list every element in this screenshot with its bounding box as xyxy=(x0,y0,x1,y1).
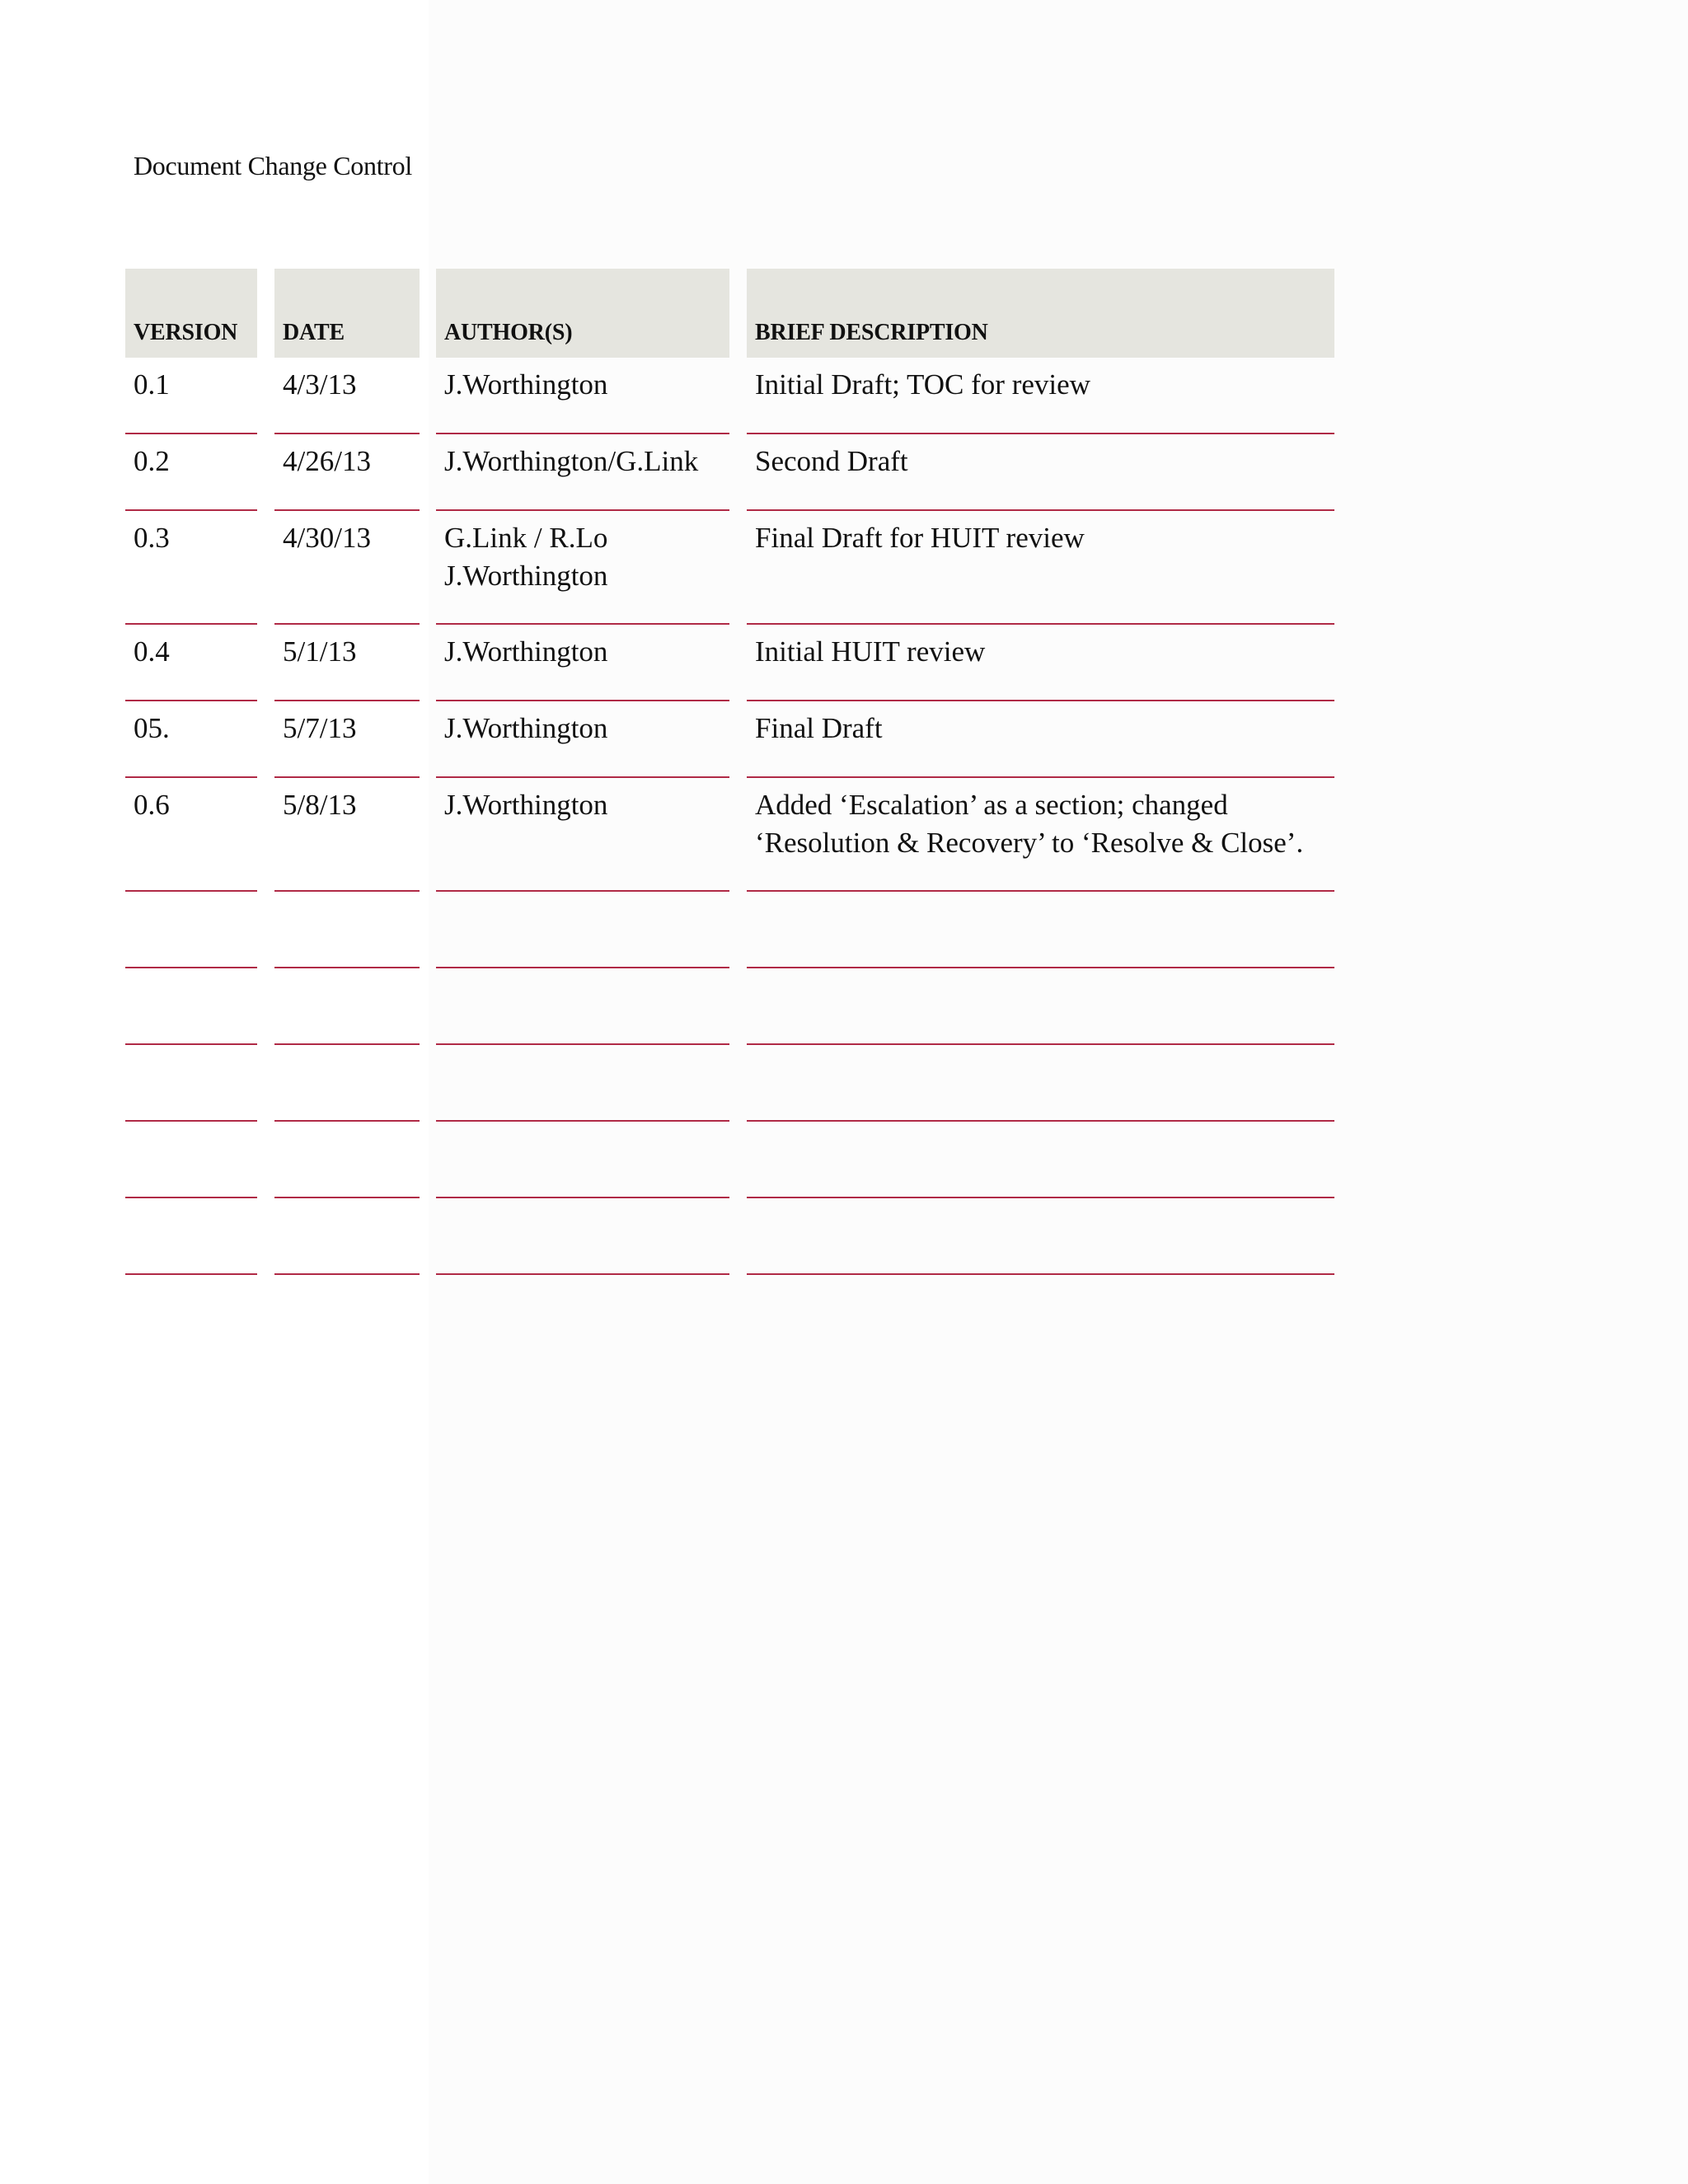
cell-date xyxy=(274,701,420,778)
cell-date-text: 5/1/13 xyxy=(283,635,357,668)
cell-version-text: 0.2 xyxy=(134,445,170,477)
cell-description xyxy=(747,778,1334,892)
cell-date xyxy=(274,778,420,892)
cell-version xyxy=(125,511,257,625)
row-divider xyxy=(274,1273,420,1275)
cell-authors xyxy=(436,625,729,701)
cell-description xyxy=(747,1045,1334,1122)
document-title: Document Change Control xyxy=(134,151,412,180)
row-divider xyxy=(125,1273,257,1275)
cell-version xyxy=(125,701,257,778)
cell-description xyxy=(747,1198,1334,1275)
row-divider xyxy=(436,1273,729,1275)
cell-version xyxy=(125,625,257,701)
cell-version xyxy=(125,1122,257,1198)
header-description xyxy=(747,269,1334,358)
cell-description xyxy=(747,892,1334,968)
cell-authors xyxy=(436,1045,729,1122)
cell-description xyxy=(747,511,1334,625)
cell-version xyxy=(125,892,257,968)
cell-authors xyxy=(436,511,729,625)
header-date-label: DATE xyxy=(283,320,345,345)
header-version-label: VERSION xyxy=(134,320,238,345)
cell-authors xyxy=(436,434,729,511)
cell-description xyxy=(747,358,1334,434)
cell-date xyxy=(274,358,420,434)
cell-authors xyxy=(436,968,729,1045)
cell-authors xyxy=(436,1122,729,1198)
cell-date-text: 5/7/13 xyxy=(283,712,357,744)
cell-date xyxy=(274,1198,420,1275)
cell-version xyxy=(125,778,257,892)
header-authors-label: AUTHOR(S) xyxy=(444,320,573,345)
cell-version-text: 0.3 xyxy=(134,522,170,554)
cell-authors xyxy=(436,1198,729,1275)
cell-date-text: 4/3/13 xyxy=(283,368,357,401)
header-description-label: BRIEF DESCRIPTION xyxy=(755,320,988,345)
row-divider xyxy=(747,1273,1334,1275)
cell-version-text: 0.1 xyxy=(134,368,170,401)
header-date xyxy=(274,269,420,358)
cell-description xyxy=(747,625,1334,701)
cell-description xyxy=(747,968,1334,1045)
cell-description xyxy=(747,701,1334,778)
cell-date xyxy=(274,968,420,1045)
cell-version xyxy=(125,434,257,511)
header-authors xyxy=(436,269,729,358)
cell-authors-text: J.Worthington xyxy=(444,712,608,744)
cell-authors xyxy=(436,778,729,892)
cell-date-text: 4/30/13 xyxy=(283,522,371,554)
cell-version xyxy=(125,358,257,434)
cell-version-text: 05. xyxy=(134,712,170,744)
cell-date xyxy=(274,625,420,701)
cell-authors xyxy=(436,892,729,968)
cell-authors-text: G.Link / R.Lo J.Worthington xyxy=(444,522,608,592)
cell-date-text: 4/26/13 xyxy=(283,445,371,477)
cell-description-text: Added ‘Escalation’ as a section; changed ‘Resolution & Recovery’ to ‘Resolve & Close’. xyxy=(755,789,1304,859)
cell-authors xyxy=(436,358,729,434)
cell-authors-text: J.Worthington xyxy=(444,789,608,821)
cell-version-text: 0.6 xyxy=(134,789,170,821)
cell-date xyxy=(274,892,420,968)
cell-description xyxy=(747,434,1334,511)
cell-version xyxy=(125,1045,257,1122)
cell-authors-text: J.Worthington xyxy=(444,635,608,668)
cell-description-text: Final Draft xyxy=(755,712,883,744)
cell-description-text: Initial HUIT review xyxy=(755,635,986,668)
cell-date xyxy=(274,1045,420,1122)
cell-description-text: Final Draft for HUIT review xyxy=(755,522,1085,554)
cell-version xyxy=(125,1198,257,1275)
header-version xyxy=(125,269,257,358)
cell-authors-text: J.Worthington/G.Link xyxy=(444,445,699,477)
cell-description-text: Second Draft xyxy=(755,445,908,477)
cell-authors-text: J.Worthington xyxy=(444,368,608,401)
cell-date xyxy=(274,511,420,625)
cell-authors xyxy=(436,701,729,778)
cell-description xyxy=(747,1122,1334,1198)
cell-description-text: Initial Draft; TOC for review xyxy=(755,368,1090,401)
cell-date xyxy=(274,1122,420,1198)
cell-date-text: 5/8/13 xyxy=(283,789,357,821)
cell-version-text: 0.4 xyxy=(134,635,170,668)
cell-date xyxy=(274,434,420,511)
cell-version xyxy=(125,968,257,1045)
